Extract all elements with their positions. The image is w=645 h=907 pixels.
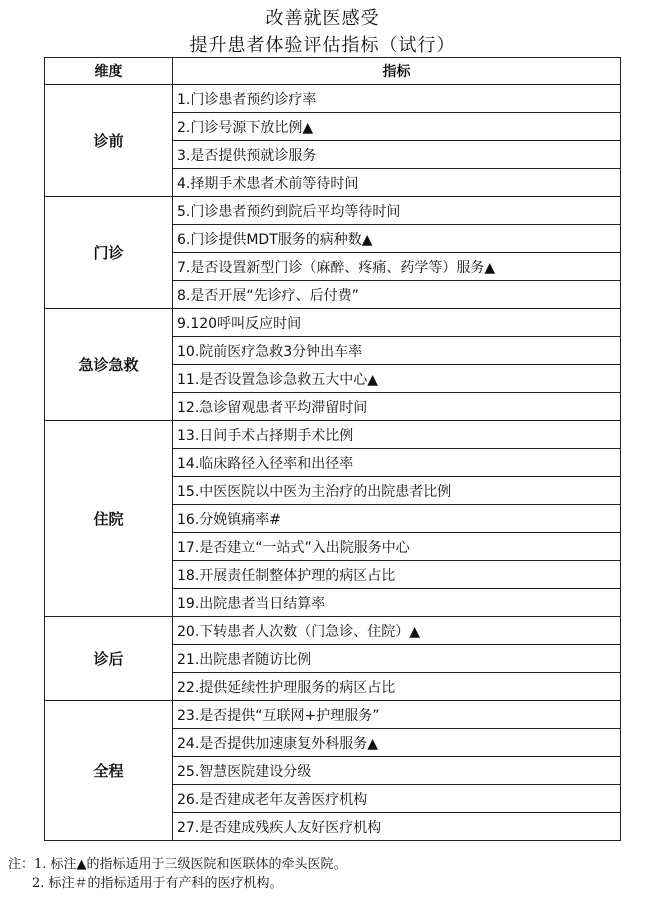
indicator-cell: 3.是否提供预就诊服务 xyxy=(173,141,621,169)
indicator-cell: 8.是否开展“先诊疗、后付费” xyxy=(173,281,621,309)
indicator-cell: 16.分娩镇痛率# xyxy=(173,505,621,533)
indicator-cell: 18.开展责任制整体护理的病区占比 xyxy=(173,561,621,589)
indicator-cell: 21.出院患者随访比例 xyxy=(173,645,621,673)
table-row xyxy=(45,617,621,645)
indicator-cell: 14.临床路径入径率和出径率 xyxy=(173,449,621,477)
dimension-cell: 门诊 xyxy=(45,197,173,309)
table-row xyxy=(45,309,621,337)
table-row xyxy=(45,85,621,113)
indicator-table xyxy=(44,57,621,841)
indicator-cell: 4.择期手术患者术前等待时间 xyxy=(173,169,621,197)
indicator-cell: 19.出院患者当日结算率 xyxy=(173,589,621,617)
footnote-2 xyxy=(8,874,347,893)
indicator-cell: 25.智慧医院建设分级 xyxy=(173,757,621,785)
table-body xyxy=(45,85,621,841)
document-title-line1: 改善就医感受 xyxy=(265,8,380,29)
footnote-label: 注： xyxy=(8,857,35,872)
table-row xyxy=(45,197,621,225)
indicator-cell: 2.门诊号源下放比例▲ xyxy=(173,113,621,141)
footnote-text: 2. 标注＃的指标适用于有产科的医疗机构。 xyxy=(32,876,283,891)
indicator-cell: 7.是否设置新型门诊（麻醉、疼痛、药学等）服务▲ xyxy=(173,253,621,281)
dimension-cell: 诊后 xyxy=(45,617,173,701)
document-title-line2: 提升患者体验评估指标（试行） xyxy=(189,35,456,56)
dimension-cell: 急诊急救 xyxy=(45,309,173,421)
indicator-cell: 9.120呼叫反应时间 xyxy=(173,309,621,337)
footnotes xyxy=(8,855,347,893)
indicator-cell: 27.是否建成残疾人友好医疗机构 xyxy=(173,813,621,841)
indicator-cell: 23.是否提供“互联网+护理服务” xyxy=(173,701,621,729)
header-dimension: 维度 xyxy=(45,58,173,85)
footnote-text: 1. 标注▲的指标适用于三级医院和医联体的牵头医院。 xyxy=(34,857,347,872)
indicator-cell: 5.门诊患者预约到院后平均等待时间 xyxy=(173,197,621,225)
indicator-cell: 11.是否设置急诊急救五大中心▲ xyxy=(173,365,621,393)
table-row xyxy=(45,701,621,729)
indicator-cell: 10.院前医疗急救3分钟出车率 xyxy=(173,337,621,365)
indicator-cell: 26.是否建成老年友善医疗机构 xyxy=(173,785,621,813)
indicator-cell: 24.是否提供加速康复外科服务▲ xyxy=(173,729,621,757)
header-indicator: 指标 xyxy=(173,58,621,85)
dimension-cell: 诊前 xyxy=(45,85,173,197)
indicator-cell: 1.门诊患者预约诊疗率 xyxy=(173,85,621,113)
indicator-cell: 13.日间手术占择期手术比例 xyxy=(173,421,621,449)
footnote-1 xyxy=(8,855,347,874)
table-row xyxy=(45,421,621,449)
indicator-cell: 6.门诊提供MDT服务的病种数▲ xyxy=(173,225,621,253)
table-header-row xyxy=(45,58,621,85)
dimension-cell: 全程 xyxy=(45,701,173,841)
dimension-cell: 住院 xyxy=(45,421,173,617)
indicator-cell: 22.提供延续性护理服务的病区占比 xyxy=(173,673,621,701)
indicator-cell: 12.急诊留观患者平均滞留时间 xyxy=(173,393,621,421)
indicator-cell: 15.中医医院以中医为主治疗的出院患者比例 xyxy=(173,477,621,505)
indicator-cell: 17.是否建立“一站式”入出院服务中心 xyxy=(173,533,621,561)
indicator-cell: 20.下转患者人次数（门急诊、住院）▲ xyxy=(173,617,621,645)
